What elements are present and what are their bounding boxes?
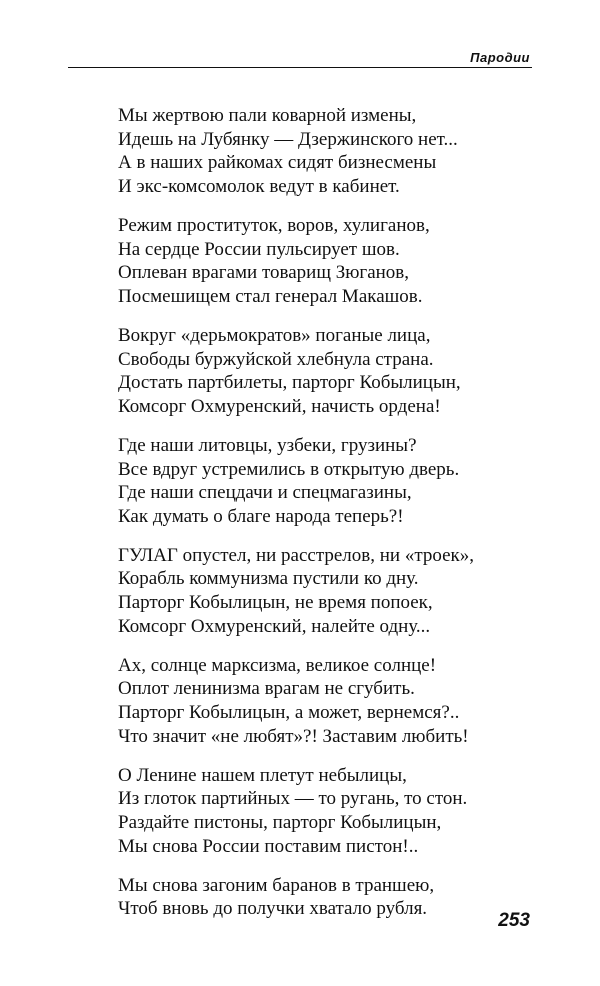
poem-stanza	[118, 324, 548, 418]
poem-line: ГУЛАГ опустел, ни расстрелов, ни «троек»,	[118, 544, 475, 566]
poem-line: О Ленине нашем плетут небылицы,	[118, 764, 407, 786]
poem-line: Ах, солнце марксизма, великое солнце!	[118, 654, 437, 676]
poem-line: Вокруг «дерьмократов» поганые лица,	[118, 324, 431, 346]
poem-body	[118, 104, 548, 937]
poem-line: Мы снова загоним баранов в траншею,	[118, 874, 435, 896]
poem-stanza	[118, 104, 548, 198]
poem-line: Достать партбилеты, парторг Кобылицын,	[118, 372, 461, 394]
poem-line: Парторг Кобылицын, не время попоек,	[118, 592, 433, 614]
poem-line: И экс-комсомолок ведут в кабинет.	[118, 175, 400, 197]
poem-line: Все вдруг устремились в открытую дверь.	[118, 458, 460, 480]
poem-line: Идешь на Лубянку — Дзержинского нет...	[118, 128, 458, 150]
poem-line: Свободы буржуйской хлебнула страна.	[118, 348, 434, 370]
poem-line: Мы жертвою пали коварной измены,	[118, 105, 417, 126]
poem-line: Оплот ленинизма врагам не сгубить.	[118, 678, 415, 700]
poem-line: На сердце России пульсирует шов.	[118, 238, 400, 260]
page-number: 253	[498, 910, 530, 931]
poem-line: Комсорг Охмуренский, налейте одну...	[118, 615, 431, 637]
poem-stanza	[118, 544, 548, 638]
poem-stanza	[118, 874, 548, 921]
poem-stanza	[118, 214, 548, 308]
poem-line: А в наших райкомах сидят бизнесмены	[118, 152, 437, 174]
poem-line: Комсорг Охмуренский, начисть ордена!	[118, 395, 441, 417]
poem-line: Мы снова России поставим пистон!..	[118, 835, 419, 857]
poem-line: Что значит «не любят»?! Заставим любить!	[118, 725, 469, 747]
poem-line: Как думать о благе народа теперь?!	[118, 505, 404, 527]
poem-stanza	[118, 654, 548, 748]
poem-stanza	[118, 434, 548, 528]
running-head-title: Пародии	[470, 50, 530, 65]
poem-line: Парторг Кобылицын, а может, вернемся?..	[118, 702, 460, 724]
poem-line: Из глоток партийных — то ругань, то стон.	[118, 788, 468, 810]
poem-line: Посмешищем стал генерал Макашов.	[118, 285, 423, 307]
poem-line: Режим проституток, воров, хулиганов,	[118, 214, 430, 236]
poem-line: Чтоб вновь до получки хватало рубля.	[118, 898, 428, 920]
poem-line: Где наши литовцы, узбеки, грузины?	[118, 434, 417, 456]
poem-line: Где наши спецдачи и спецмагазины,	[118, 482, 412, 504]
poem-line: Оплеван врагами товарищ Зюганов,	[118, 262, 410, 284]
poem-stanza	[118, 764, 548, 858]
poem-line: Корабль коммунизма пустили ко дну.	[118, 568, 419, 590]
poem-line: Раздайте пистоны, парторг Кобылицын,	[118, 812, 442, 833]
header-rule	[68, 67, 532, 68]
